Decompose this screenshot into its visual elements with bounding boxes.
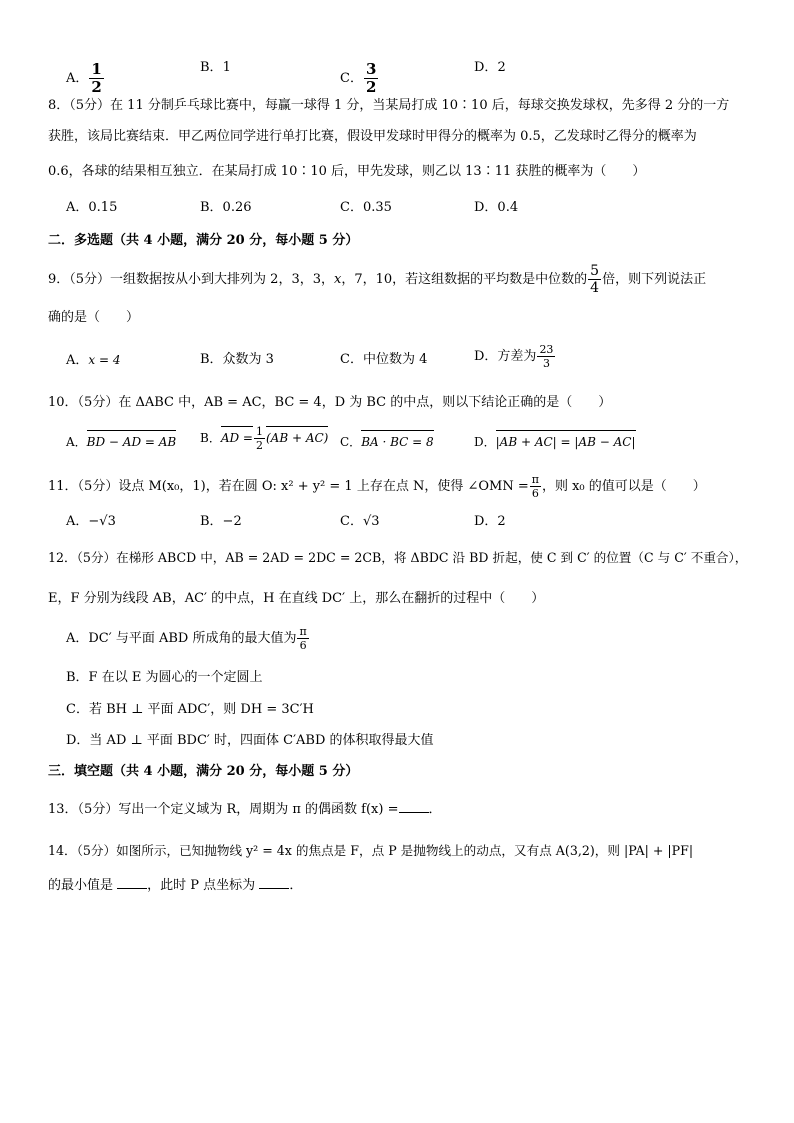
numerator: 1 [91, 60, 102, 78]
q9-line-1 [48, 264, 754, 295]
denominator: 2 [365, 78, 377, 96]
answer-blank-point[interactable] [259, 876, 289, 889]
denominator: 6 [299, 639, 307, 652]
q9-fraction [588, 264, 601, 295]
option-math: BD − AD = AB [87, 432, 177, 452]
q12-option-a [66, 624, 310, 654]
option-math: x = 4 [88, 353, 121, 367]
q13-stem [48, 800, 754, 820]
q8-line-1: 8．（5分）在 11 分制乒乓球比赛中，每赢一球得 1 分，当某局打成 10∶10 后，每球交换发球权，先多得 2 分的一方 [48, 98, 730, 113]
option-math-post: (AB + AC) [266, 428, 328, 448]
numerator: 5 [590, 263, 600, 279]
q12-option-d: D．当 AD ⊥ 平面 BDC′ 时，四面体 C′ABD 的体积取得最大值 [66, 733, 434, 748]
option-label: B． [200, 431, 221, 445]
fraction [364, 62, 378, 95]
option-math: |AB + AC| = |AB − AC| [496, 432, 636, 452]
q7-option-d [474, 58, 506, 78]
q9-option-a [66, 350, 120, 371]
q10-option-a [66, 432, 176, 452]
numerator: 3 [365, 60, 377, 78]
option-label: A． [66, 71, 89, 86]
option-label: A． [66, 353, 89, 368]
q9-option-b: B．众数为 3 [200, 352, 274, 367]
q8-option-c: C．0.35 [340, 200, 392, 215]
q12-line-2: E，F 分别为线段 AB，AC′ 的中点，H 在直线 DC′ 上，那么在翻折的过程中（ ） [48, 591, 545, 606]
q10-option-d [474, 432, 636, 452]
q9-text-b: ，7，10，若这组数据的平均数是中位数的 [341, 272, 588, 287]
q7-option-c [340, 62, 379, 95]
answer-blank[interactable] [399, 800, 429, 813]
denominator: 4 [590, 280, 600, 296]
q14-text-b: ，此时 P 点坐标为 [147, 878, 256, 893]
q10-option-c [340, 432, 434, 452]
denominator: 3 [542, 357, 550, 370]
option-label: D． [474, 435, 496, 449]
option-label: D． [474, 60, 498, 75]
q14-text-a: 的最小值是 [48, 878, 114, 893]
section-2-heading: 二．多选题（共 4 小题，满分 20 分，每小题 5 分） [48, 233, 359, 248]
q8-line-3: 0.6，各球的结果相互独立．在某局打成 10∶10 后，甲先发球，则乙以 13∶11 获胜的概率为（ ） [48, 164, 646, 179]
q8-option-a: A．0.15 [66, 200, 118, 215]
denominator: 2 [255, 439, 263, 452]
q11-option-d: D．2 [474, 514, 506, 529]
q11-stem [48, 472, 754, 502]
answer-blank-min[interactable] [117, 876, 147, 889]
q9-option-c: C．中位数为 4 [340, 352, 428, 367]
q8-option-b: B．0.26 [200, 200, 252, 215]
q9-variable-x: x [334, 272, 342, 287]
q13-end: ． [428, 802, 442, 817]
option-text: 1 [222, 60, 231, 75]
fraction [89, 62, 103, 95]
q11-option-b: B．−2 [200, 514, 242, 529]
q9-option-d [474, 344, 556, 369]
q11-text-a: 11．（5分）设点 M(x₀，1)，若在圆 O: x² + y² = 1 上存在点 N，使得 ∠OMN = [48, 479, 529, 494]
q9-text-c: 倍，则下列说法正 [602, 272, 707, 287]
q10-option-b [200, 426, 328, 451]
q10-stem: 10．（5分）在 ΔABC 中，AB = AC，BC = 4，D 为 BC 的中点，则以下结论正确的是（ ） [48, 395, 612, 410]
numerator: 23 [539, 343, 554, 356]
q14-text-c: ． [289, 878, 303, 893]
q11-option-c: C．√3 [340, 514, 380, 529]
option-text: 2 [497, 60, 506, 75]
numerator: π [531, 473, 539, 486]
fraction [297, 626, 308, 651]
q11-fraction [530, 474, 541, 499]
option-text: A．DC′ 与平面 ABD 所成角的最大值为 [66, 631, 297, 646]
q7-option-a [66, 62, 105, 95]
option-label: C． [340, 435, 362, 449]
numerator: 1 [255, 425, 263, 438]
q12-option-b: B．F 在以 E 为圆心的一个定圆上 [66, 670, 263, 685]
section-3-heading: 三．填空题（共 4 小题，满分 20 分，每小题 5 分） [48, 764, 359, 779]
q7-option-b [200, 58, 231, 78]
q11-option-a: A．−√3 [66, 514, 116, 529]
denominator: 2 [91, 78, 102, 96]
option-label: C． [340, 71, 363, 86]
q8-line-2: 获胜，该局比赛结束．甲乙两位同学进行单打比赛，假设甲发球时甲得分的概率为 0.5，乙发球时乙得分的概率为 [48, 129, 697, 144]
option-label: B． [200, 60, 223, 75]
q14-line-2 [48, 876, 754, 896]
numerator: π [299, 625, 307, 638]
fraction [254, 426, 265, 451]
option-label: A． [66, 435, 87, 449]
q11-text-b: ，则 x₀ 的值可以是（ ） [541, 479, 706, 494]
q9-text-a: 9．（5分）一组数据按从小到大排列为 2，3，3， [48, 272, 334, 287]
q13-text: 13．（5分）写出一个定义域为 R，周期为 π 的偶函数 f(x) = [48, 802, 399, 817]
q8-option-d: D．0.4 [474, 200, 519, 215]
option-label: D．方差为 [474, 349, 537, 364]
option-math-pre: AD = [221, 428, 253, 448]
q12-line-1: 12．（5分）在梯形 ABCD 中，AB = 2AD = 2DC = 2CB，将 ΔBDC 沿 BD 折起，使 C 到 C′ 的位置（C 与 C′ 不重合）， [48, 550, 748, 565]
denominator: 6 [531, 487, 539, 500]
q9-line-2: 确的是（ ） [48, 310, 140, 325]
q12-option-c: C．若 BH ⊥ 平面 ADC′，则 DH = 3C′H [66, 702, 314, 717]
fraction [537, 344, 555, 369]
option-math: BA · BC = 8 [361, 432, 433, 452]
q14-line-1: 14．（5分）如图所示，已知抛物线 y² = 4x 的焦点是 F，点 P 是抛物线上的动点，又有点 A(3,2)，则 |PA| + |PF| [48, 843, 694, 858]
